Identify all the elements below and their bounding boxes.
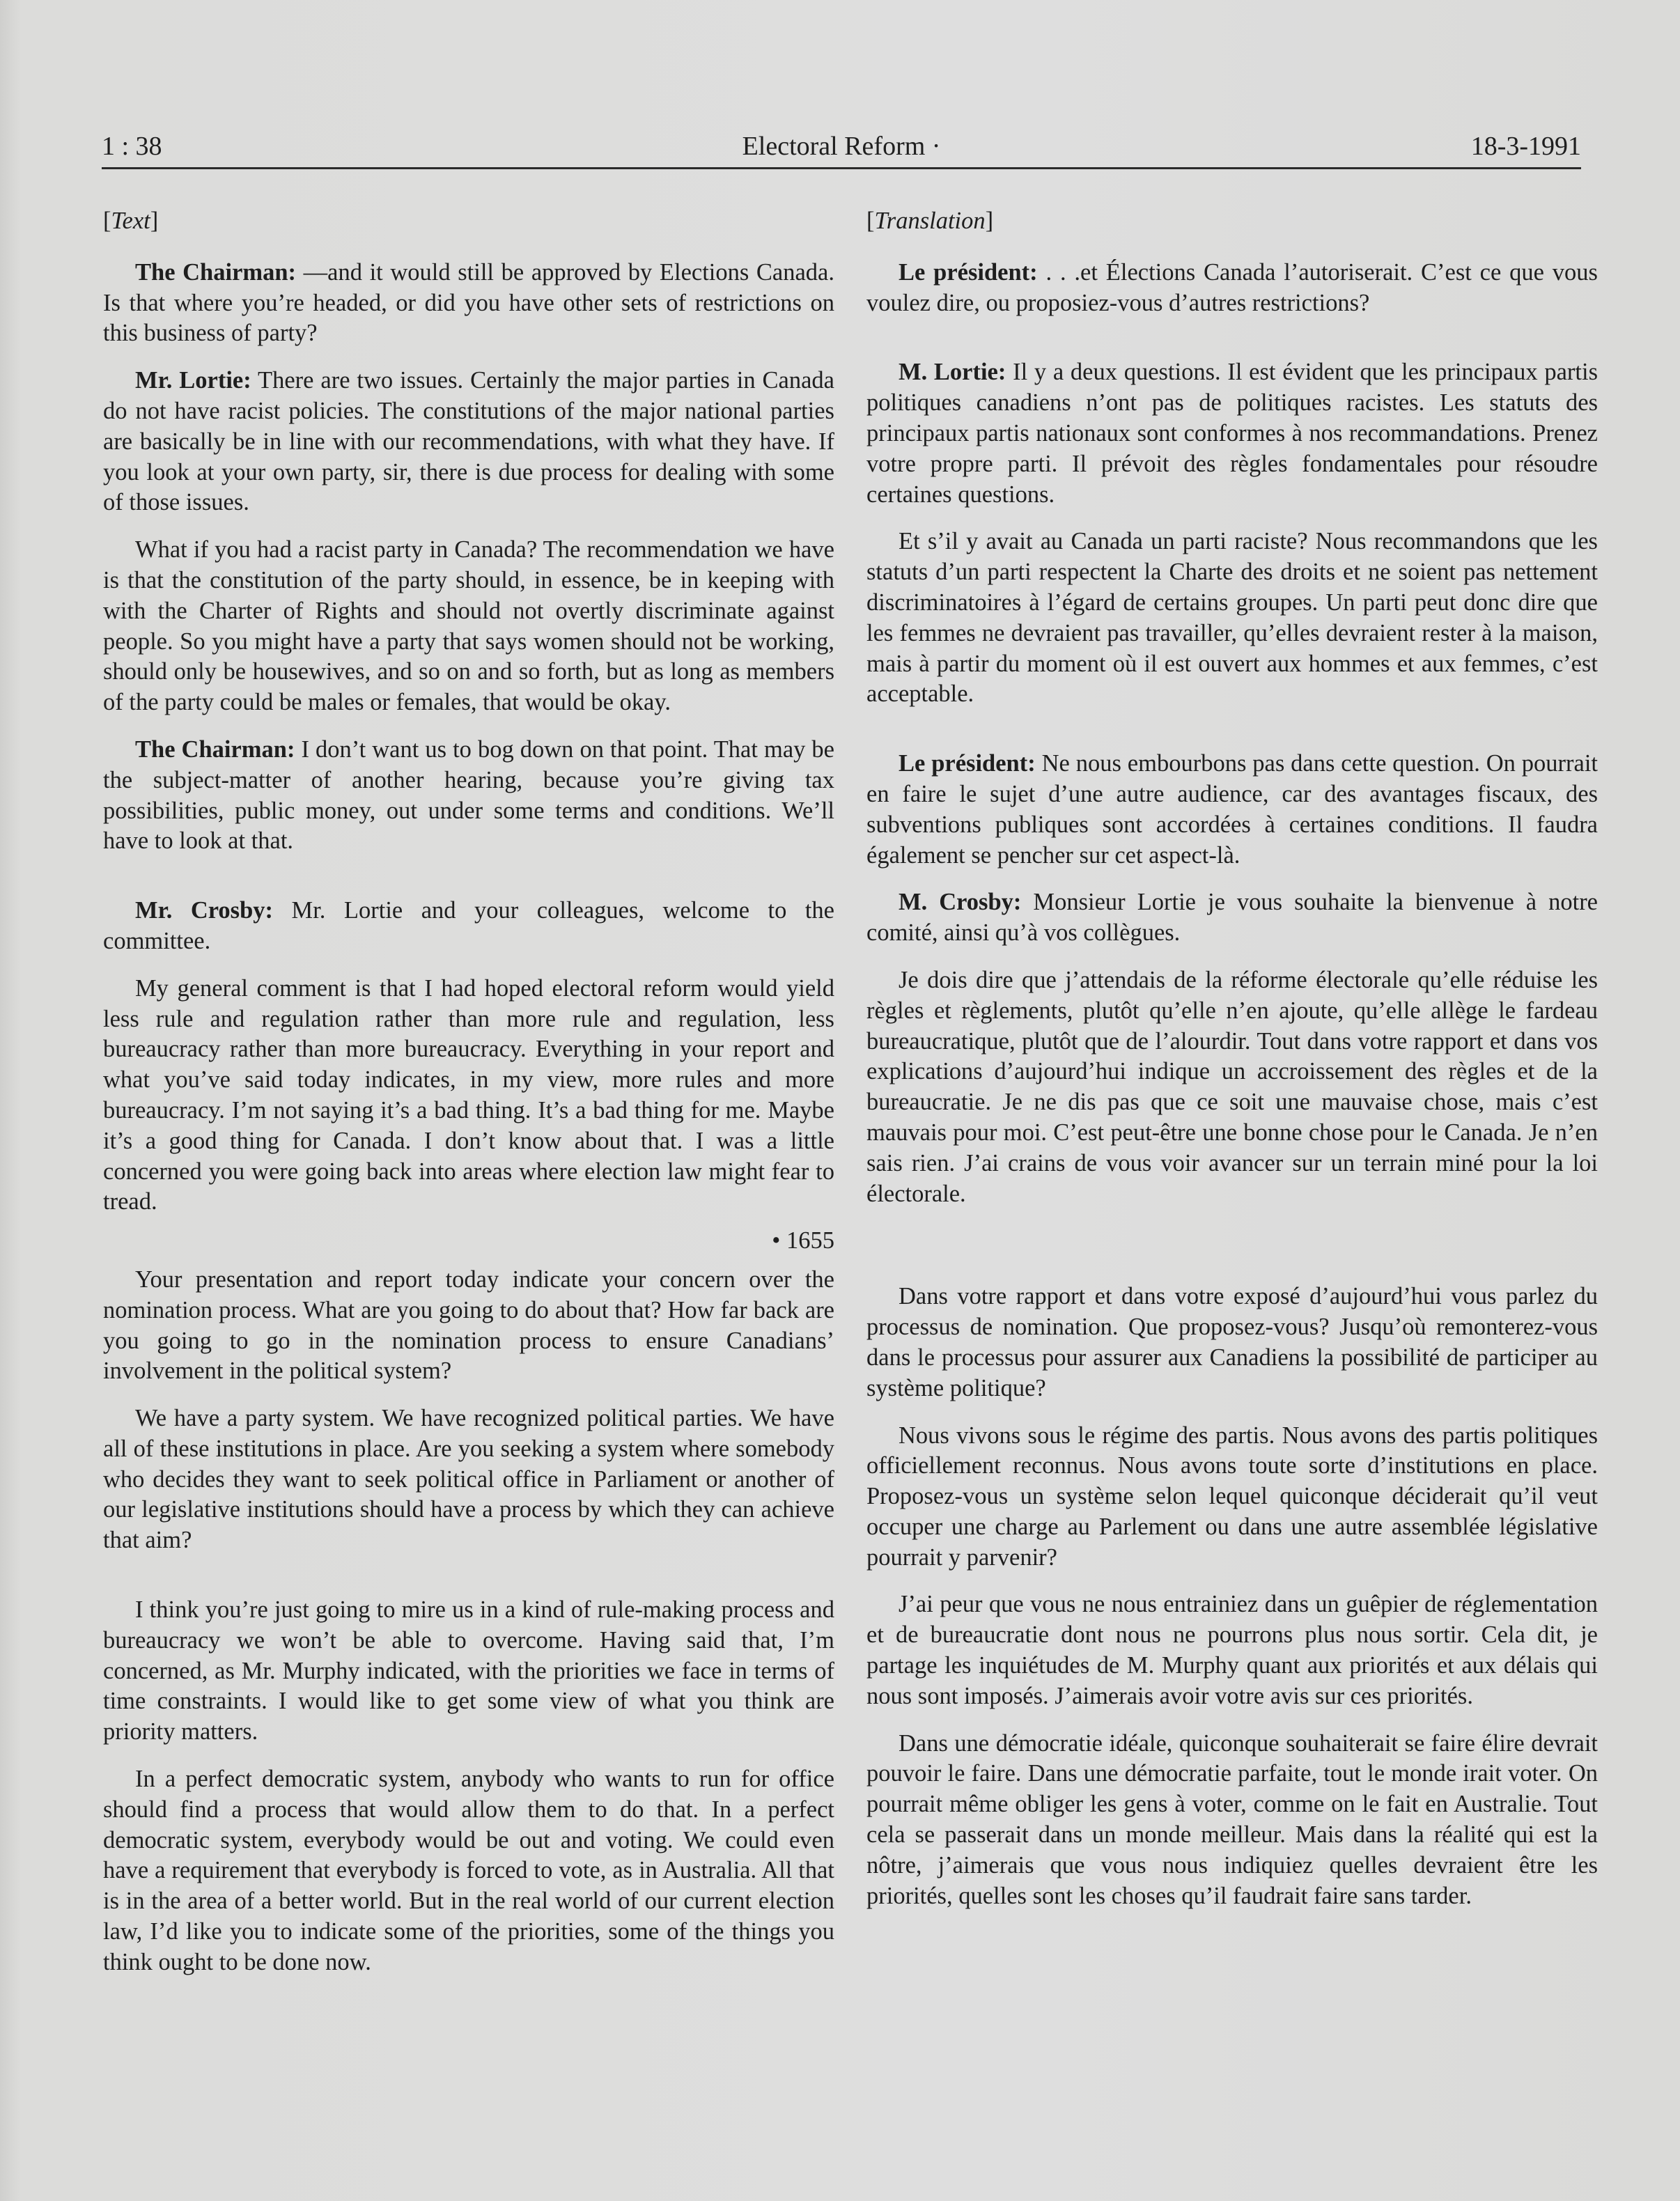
page-date: 18-3-1991 [1470,132,1581,161]
column-label: [Text] [103,208,159,234]
paragraph: What if you had a racist party in Canada? The recommendation we have is that the constitution of the party should, in essence, be in keeping with with the Charter of Rights and should not overtly discriminate against people. So you might have a party that says women should not be working, should only be housewives, and so on and so forth, but as long as members of the party could be males or females, that would be okay. [103,536,834,716]
speaker: Mr. Crosby: [135,897,274,924]
speaker: Le président: [899,258,1038,286]
paragraph: The Chairman: —and it would still be approved by Elections Canada. Is that where you’re headed, or did you have other sets of restrictions on this business of party? [103,258,834,347]
paragraph: M. Lortie: Il y a deux questions. Il est évident que les principaux partis politiques canadiens n’ont pas de politiques racistes. Les statuts des principaux partis nationaux sont conformes à nos recommandations. Prenez votre propre parti. Il prévoit des règles fondamentales pour résoudre certaines questions. [866,359,1598,508]
paragraph: J’ai peur que vous ne nous entrainiez dans un guêpier de réglementation et de bureaucratie dont nous ne pourrons plus nous sortir. Cela dit, je partage les inquiétudes de M. Murphy quant aux priorités et aux délais qui nous sont imposés. J’aimerais avoir votre avis sur ces priorités. [866,1591,1598,1709]
column-label: [Translation] [866,208,994,234]
paragraph: Le président: . . .et Élections Canada l’autoriserait. C’est ce que vous voulez dire, ou proposiez-vous d’autres restrictions? [866,258,1598,316]
speaker: The Chairman: [135,736,295,763]
header-rule [102,167,1581,169]
paragraph: Mr. Lortie: There are two issues. Certainly the major parties in Canada do not have racist policies. The constitutions of the major national parties are basically be in line with our recommendations, with what they have. If you look at your own party, sir, there is due process for dealing with some of those issues. [103,367,834,516]
paragraph: My general comment is that I had hoped electoral reform would yield less rule and regulation rather than more rule and regulation, less bureaucracy rather than more bureaucracy. Everything in your report and what you’ve said today indicates, in my view, more rules and more bureaucracy. I’m not saying it’s a bad thing. It’s a bad thing for me. Maybe it’s a good thing for Canada. I don’t know about that. I was a little concerned you were going back into areas where election law might fear to tread. [103,974,834,1215]
paragraph: Le président: Ne nous embourbons pas dans cette question. On pourrait en faire le sujet d’une autre audience, car des avantages fiscaux, des subventions publiques sont accordées à certaines conditions. Il faudra également se pencher sur cet aspect-là. [866,750,1598,869]
paragraph: Your presentation and report today indicate your concern over the nomination process. What are you going to do about that? How far back are you going to go in the nomination process to ensure Canadians’ involvement in the political system? [103,1266,834,1385]
page-number: 1 : 38 [102,132,162,161]
running-title: Electoral Reform · [742,132,941,161]
speaker: M. Crosby: [899,889,1022,916]
french-column [866,206,1598,1911]
speaker: The Chairman: [135,258,297,286]
page-header [102,131,1581,170]
paragraph: Dans votre rapport et dans votre exposé d’aujourd’hui vous parlez du processus de nomination. Que proposez-vous? Jusqu’où remonterez-vous dans le processus pour assurer aux Canadiens la possibilité de participer au système politique? [866,1283,1598,1401]
speaker: Le président: [899,750,1036,777]
paragraph: We have a party system. We have recognized political parties. We have all of these institutions in place. Are you seeking a system where somebody who decides they want to seek political office in Parliament or another of our legislative institutions should have a process by which they can achieve that aim? [103,1405,834,1554]
paragraph: Mr. Crosby: Mr. Lortie and your colleagues, welcome to the committee. [103,897,834,954]
paragraph: Et s’il y avait au Canada un parti raciste? Nous recommandons que les statuts d’un parti respectent la Charte des droits et ne soient pas nettement discriminatoires à l’égard de certains groupes. Un parti peut donc dire que les femmes ne devraient pas travailler, qu’elles devraient rester à la maison, mais à partir du moment où il est ouvert aux hommes et aux femmes, c’est acceptable. [866,528,1598,708]
time-marker: • 1655 [772,1227,834,1254]
paragraph: In a perfect democratic system, anybody who wants to run for office should find a process that would allow them to do that. In a perfect democratic system, everybody would be out and voting. We could even have a requirement that everybody is forced to vote, as in Australia. All that is in the area of a better world. But in the real world of our current election law, I’d like you to indicate some of the priorities, some of the things you think ought to be done now. [103,1766,834,1975]
english-column [103,206,834,1978]
paragraph: I think you’re just going to mire us in a kind of rule-making process and bureaucracy we won’t be able to overcome. Having said that, I’m concerned, as Mr. Murphy indicated, with the priorities we face in terms of time constraints. I would like to get some view of what you think are priority matters. [103,1596,834,1745]
paragraph: M. Crosby: Monsieur Lortie je vous souhaite la bienvenue à notre comité, ainsi qu’à vos collègues. [866,889,1598,947]
speaker: Mr. Lortie: [135,367,251,394]
paragraph: The Chairman: I don’t want us to bog down on that point. That may be the subject-matter of another hearing, because you’re giving tax possibilities, public money, out under some terms and conditions. We’ll have to look at that. [103,736,834,855]
paragraph: Nous vivons sous le régime des partis. Nous avons des partis politiques officiellement reconnus. Nous avons toute sorte d’institutions en place. Proposez-vous un système selon lequel quiconque déciderait qu’il veut occuper une charge au Parlement ou dans une autre assemblée législative pourrait y parvenir? [866,1422,1598,1571]
paragraph: Je dois dire que j’attendais de la réforme électorale qu’elle réduise les règles et règlements, plutôt qu’elle n’en ajoute, qu’elle allège le fardeau bureaucratique, plutôt que de l’alourdir. Tout dans votre rapport et dans vos explications d’aujourd’hui indique un accroissement des règles et de la bureaucratie. Je ne dis pas que ce soit une mauvaise chose, mais c’est mauvais pour moi. C’est peut-être une bonne chose pour le Canada. Je n’en sais rien. J’ai crains de vous voir avancer sur un terrain miné pour la loi électorale. [866,966,1598,1207]
paragraph: Dans une démocratie idéale, quiconque souhaiterait se faire élire devrait pouvoir le faire. Dans une démocratie parfaite, tout le monde irait voter. On pourrait même obliger les gens à voter, comme on le fait en Australie. Tout cela se passerait dans un monde meilleur. Mais dans la réalité qui est la nôtre, j’aimerais que vous nous indiquiez quelles devraient être les priorités, quelles sont les choses qu’il faudrait faire sans tarder. [866,1729,1598,1909]
speaker: M. Lortie: [899,359,1006,386]
